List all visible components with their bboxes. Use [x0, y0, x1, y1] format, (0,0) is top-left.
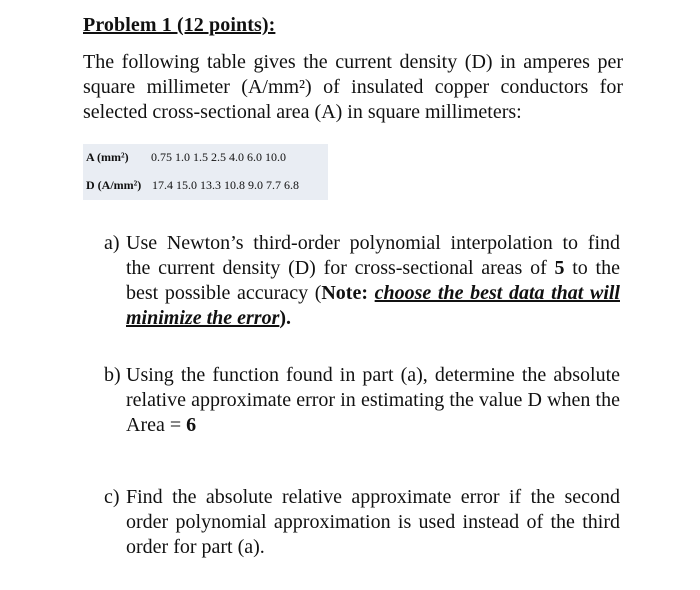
note-label: Note: [321, 282, 362, 304]
question-b-text: [104, 363, 620, 438]
question-b-area-value: 6: [186, 414, 197, 436]
problem-title: Problem 1 (12 points):: [83, 14, 276, 36]
question-c-text: Find the absolute relative approximate error if the second order polynomial approximation is used instead of the third order for part (a).: [126, 486, 620, 558]
note-emphasis: choose the best data that will minimize the error: [126, 282, 620, 329]
row-values-area: 0.75 1.0 1.5 2.5 4.0 6.0 10.0: [151, 150, 286, 164]
question-c: [104, 485, 620, 560]
problem-intro: The following table gives the current density (D) in amperes per square millimeter (A/mm²) of insulated copper conductors for selected cross-sectional area (A) in square millimeters:: [83, 51, 623, 123]
row-header-density: D (A/mm²): [86, 178, 142, 192]
row-header-area: A (mm²): [86, 150, 129, 164]
question-a: [104, 231, 620, 331]
question-a-area-value: 5: [554, 257, 565, 279]
question-a-text-mid: to the best possible accuracy (: [126, 257, 620, 304]
question-b: [104, 363, 620, 438]
question-a-text-start: Use Newton’s third-order polynomial interpolation to find the current density (D) for cross-sectional areas of: [126, 232, 620, 279]
question-b-text-body: Using the function found in part (a), determine the absolute relative approximate error in estimating the value D when the Area =: [126, 364, 620, 436]
question-a-label: a): [104, 232, 120, 254]
note-colon: :: [361, 282, 375, 304]
data-table: [83, 144, 328, 200]
question-b-label: b): [104, 364, 121, 386]
question-c-label: c): [104, 486, 120, 508]
row-values-density: 17.4 15.0 13.3 10.8 9.0 7.7 6.8: [152, 178, 299, 192]
question-a-text: [104, 231, 620, 331]
question-a-end: ).: [279, 307, 292, 329]
